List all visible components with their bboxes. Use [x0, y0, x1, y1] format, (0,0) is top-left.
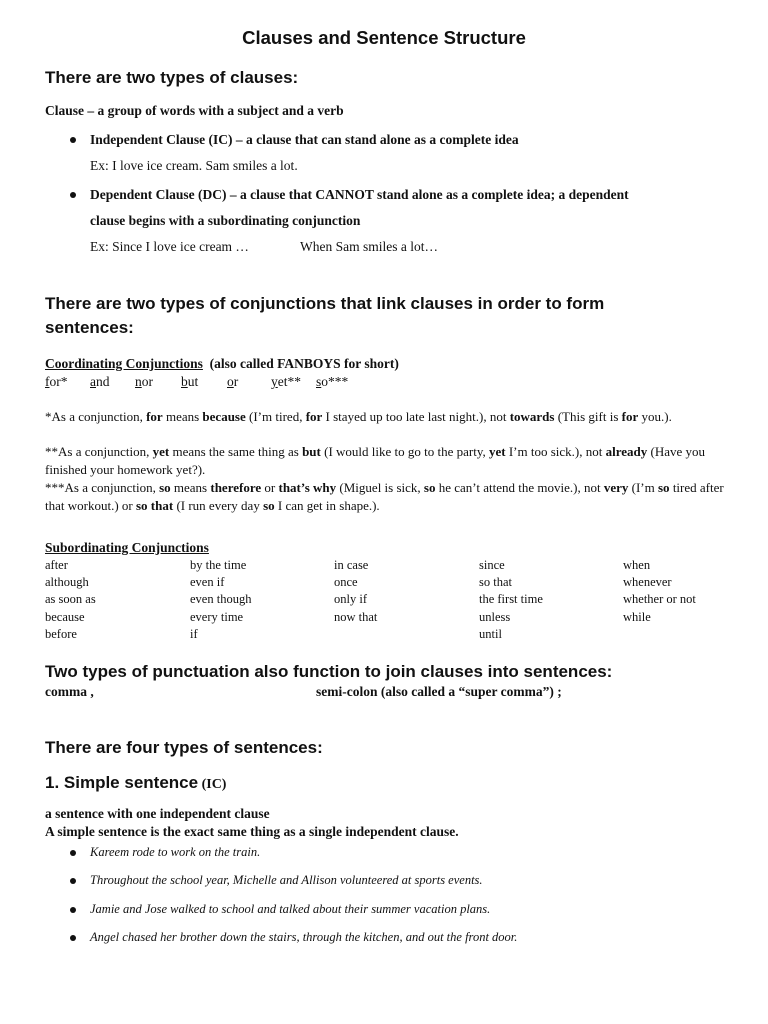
list-item: whenever: [623, 575, 672, 590]
list-item: so that: [479, 575, 512, 590]
simple-example-4: Angel chased her brother down the stairs, through the kitchen, and out the front door.: [90, 930, 518, 944]
list-item: in case: [334, 558, 369, 572]
list-item: once: [334, 575, 358, 590]
punctuation-heading: Two types of punctuation also function to join clauses into sentences:: [45, 662, 613, 681]
coordinating-title: Coordinating Conjunctions: [45, 356, 203, 371]
simple-sentence-label: 1. Simple sentence: [45, 773, 199, 792]
subordinating-column-1: [45, 557, 96, 643]
fanboys-so: so***: [316, 374, 349, 389]
simple-def-2: A simple sentence is the exact same thing as a single independent clause.: [45, 824, 459, 839]
clause-definition: Clause – a group of words with a subject and a verb: [45, 103, 344, 118]
fanboys-but: but: [181, 374, 199, 389]
simple-example-3: Jamie and Jose walked to school and talked about their summer vacation plans.: [90, 902, 491, 916]
dependent-example-2: When Sam smiles a lot…: [300, 239, 438, 254]
independent-clause-def: [90, 132, 519, 148]
conjunctions-heading-1: There are two types of conjunctions that link clauses in order to form: [45, 294, 605, 313]
note-yet: **As a conjunction, yet means the same thing as but (I would like to go to the party, yet I’m too sick.), not already (Have you finished your homework yet?).: [45, 444, 706, 477]
simple-sentence-tag: (IC): [198, 777, 227, 792]
page-title: Clauses and Sentence Structure: [242, 27, 526, 48]
dependent-desc: – a clause that CANNOT stand alone as a complete idea; a dependent: [226, 187, 629, 202]
dependent-desc-line2: clause begins with a subordinating conjunction: [90, 213, 361, 228]
list-item: although: [45, 575, 89, 590]
subordinating-column-4: [479, 557, 543, 643]
dependent-clause-def: [90, 187, 629, 203]
independent-term: Independent Clause (IC): [90, 132, 233, 147]
bullet-icon: [70, 907, 76, 913]
list-item: when: [623, 558, 651, 572]
subordinating-column-2: [190, 557, 251, 643]
sentences-heading: There are four types of sentences:: [45, 738, 323, 757]
fanboys-for: for*: [45, 374, 68, 389]
dependent-example-1: Ex: Since I love ice cream …: [90, 239, 249, 254]
note-so: ***As a conjunction, so means therefore or that’s why (Miguel is sick, so he can’t attend the movie.), not very (I’m so tired after that workout.) or so that (I run every day so I can get in shape.).: [45, 480, 724, 513]
fanboys-yet: yet**: [271, 374, 301, 389]
fanboys-and: and: [90, 374, 110, 389]
independent-example: Ex: I love ice cream. Sam smiles a lot.: [90, 158, 298, 173]
list-item: now that: [334, 609, 378, 624]
list-item: the first time: [479, 592, 543, 607]
simple-sentence-heading: [45, 773, 226, 793]
list-item: after: [45, 558, 68, 572]
coordinating-note: (also called FANBOYS for short): [209, 356, 399, 371]
bullet-icon: [70, 192, 76, 198]
list-item: unless: [479, 609, 511, 624]
coordinating-title-line: [45, 356, 399, 372]
simple-example-1: Kareem rode to work on the train.: [90, 845, 261, 859]
list-item: even though: [190, 592, 252, 607]
semicolon-label: semi-colon (also called a “super comma”) ;: [316, 684, 562, 699]
note-for: *As a conjunction, for means because (I’m tired, for I stayed up too late last night.), not towards (This gift is for you.).: [45, 409, 672, 424]
fanboys-nor: nor: [135, 374, 153, 389]
list-item: only if: [334, 592, 367, 607]
simple-def-1: a sentence with one independent clause: [45, 806, 270, 821]
list-item: until: [479, 626, 502, 641]
dependent-term: Dependent Clause (DC): [90, 187, 227, 202]
list-item: before: [45, 626, 77, 641]
list-item: while: [623, 609, 651, 624]
list-item: as soon as: [45, 592, 96, 607]
independent-desc: – a clause that can stand alone as a complete idea: [232, 132, 519, 147]
list-item: whether or not: [623, 592, 696, 607]
subordinating-column-3: [334, 557, 377, 626]
list-item: because: [45, 609, 85, 624]
subordinating-column-5: [623, 557, 696, 626]
list-item: if: [190, 626, 198, 641]
bullet-icon: [70, 935, 76, 941]
simple-example-2: Throughout the school year, Michelle and Allison volunteered at sports events.: [90, 873, 483, 887]
list-item: by the time: [190, 558, 247, 572]
list-item: every time: [190, 609, 244, 624]
bullet-icon: [70, 878, 76, 884]
conjunctions-heading-2: sentences:: [45, 318, 134, 337]
subordinating-title: Subordinating Conjunctions: [45, 540, 209, 555]
bullet-icon: [70, 850, 76, 856]
fanboys-or: or: [227, 374, 239, 389]
list-item: since: [479, 558, 505, 572]
list-item: even if: [190, 575, 225, 590]
clauses-heading: There are two types of clauses:: [45, 68, 299, 87]
comma-label: comma ,: [45, 684, 94, 699]
bullet-icon: [70, 137, 76, 143]
